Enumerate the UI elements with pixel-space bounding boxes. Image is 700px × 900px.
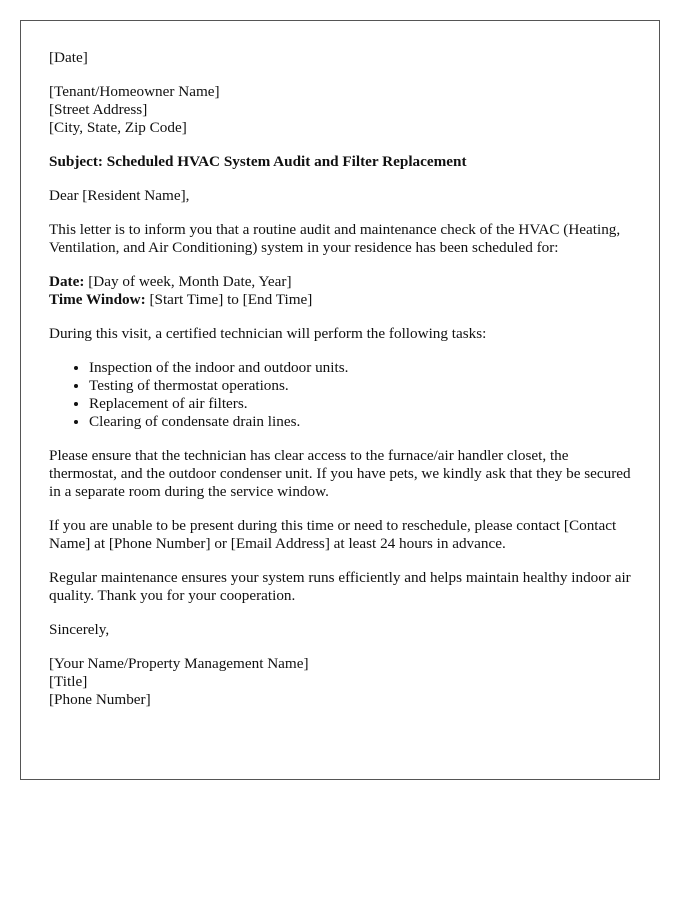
task-item: • Replacement of air filters. xyxy=(89,395,631,413)
tasks-intro: During this visit, a certified technician will perform the following tasks: xyxy=(49,325,487,342)
schedule-window-line xyxy=(49,291,631,309)
signature-block xyxy=(49,655,631,709)
task-item: • Inspection of the indoor and outdoor units. xyxy=(89,359,631,377)
subject-line: Subject: Scheduled HVAC System Audit and Filter Replacement xyxy=(49,153,467,170)
recipient-street: [Street Address] xyxy=(49,101,148,118)
signoff: Sincerely, xyxy=(49,621,110,638)
access-paragraph: Please ensure that the technician has clear access to the furnace/air handler closet, the thermostat, and the outdoor condenser unit. If you have pets, we kindly ask that they be secured in a separate room during the service window. xyxy=(49,447,631,500)
letter-date: [Date] xyxy=(49,49,88,66)
closing-paragraph: Regular maintenance ensures your system runs efficiently and helps maintain healthy indoor air quality. Thank you for your cooperation. xyxy=(49,569,631,604)
reschedule-paragraph: If you are unable to be present during this time or need to reschedule, please contact [Contact Name] at [Phone Number] or [Email Address] at least 24 hours in advance. xyxy=(49,517,617,552)
signature-title: [Title] xyxy=(49,673,88,690)
recipient-address xyxy=(49,83,631,137)
task-item: • Testing of thermostat operations. xyxy=(89,377,631,395)
letter xyxy=(20,20,660,780)
schedule-date-value: [Day of week, Month Date, Year] xyxy=(84,273,292,290)
intro-paragraph: This letter is to inform you that a routine audit and maintenance check of the HVAC (Heating, Ventilation, and Air Conditioning) system in your residence has been scheduled for: xyxy=(49,221,621,256)
recipient-city-state-zip: [City, State, Zip Code] xyxy=(49,119,187,136)
task-item: • Clearing of condensate drain lines. xyxy=(89,413,631,431)
schedule-date-label: Date: xyxy=(49,273,85,290)
task-list xyxy=(49,359,631,431)
schedule-window-label: Time Window: xyxy=(49,291,146,308)
schedule-date-line xyxy=(49,273,631,291)
signature-phone: [Phone Number] xyxy=(49,691,151,708)
schedule-window-value: [Start Time] to [End Time] xyxy=(145,291,313,308)
schedule-details xyxy=(49,273,631,309)
signature-name: [Your Name/Property Management Name] xyxy=(49,655,309,672)
recipient-name: [Tenant/Homeowner Name] xyxy=(49,83,220,100)
greeting: Dear [Resident Name], xyxy=(49,187,190,204)
